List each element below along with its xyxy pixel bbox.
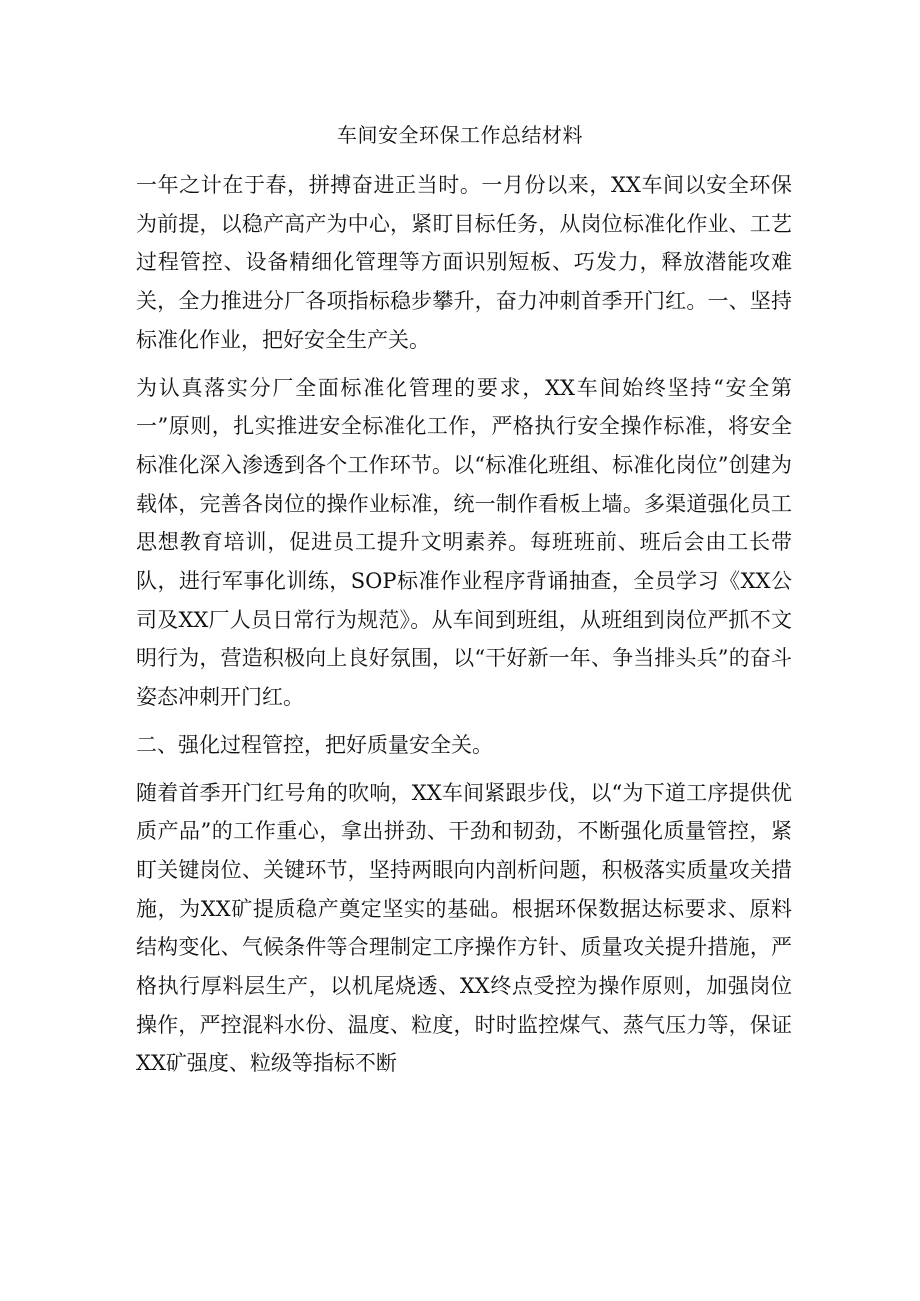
- document-title: 车间安全环保工作总结材料: [337, 123, 583, 147]
- document-body: [136, 166, 792, 1083]
- section-heading-process-control: 二、强化过程管控，把好质量安全关。: [136, 732, 493, 757]
- paragraph-standardization: 为认真落实分厂全面标准化管理的要求，XX车间始终坚持“安全第一”原则，扎实推进安全标准化工作，严格执行安全操作标准，将安全标准化深入渗透到各个工作环节。以“标准化班组、标准化岗位”创建为载体，完善各岗位的操作业标准，统一制作看板上墙。多渠道强化员工思想教育培训，促进员工提升文明素养。每班班前、班后会由工长带队，进行军事化训练，SOP标准作业程序背诵抽查，全员学习《XX公司及XX厂人员日常行为规范》。从车间到班组，从班组到岗位严抓不文明行为，营造积极向上良好氛围，以“干好新一年、争当排头兵”的奋斗姿态冲刺开门红。: [136, 375, 792, 710]
- paragraph-quality-control: 随着首季开门红号角的吹响，XX车间紧跟步伐，以“为下道工序提供优质产品”的工作重心，拿出拼劲、干劲和韧劲，不断强化质量管控，紧盯关键岗位、关键环节，坚持两眼向内剖析问题，积极落实质量攻关措施，为XX矿提质稳产奠定坚实的基础。根据环保数据达标要求、原料结构变化、气候条件等合理制定工序操作方针、质量攻关提升措施，严格执行厚料层生产，以机尾烧透、XX终点受控为操作原则，加强岗位操作，严控混料水份、温度、粒度，时时监控煤气、蒸气压力等，保证XX矿强度、粒级等指标不断: [136, 780, 792, 1076]
- paragraph-intro: 一年之计在于春，拼搏奋进正当时。一月份以来，XX车间以安全环保为前提，以稳产高产为中心，紧盯目标任务，从岗位标准化作业、工艺过程管控、设备精细化管理等方面识别短板、巧发力，释放潜能攻难关，全力推进分厂各项指标稳步攀升，奋力冲刺首季开门红。一、坚持标准化作业，把好安全生产关。: [136, 173, 792, 352]
